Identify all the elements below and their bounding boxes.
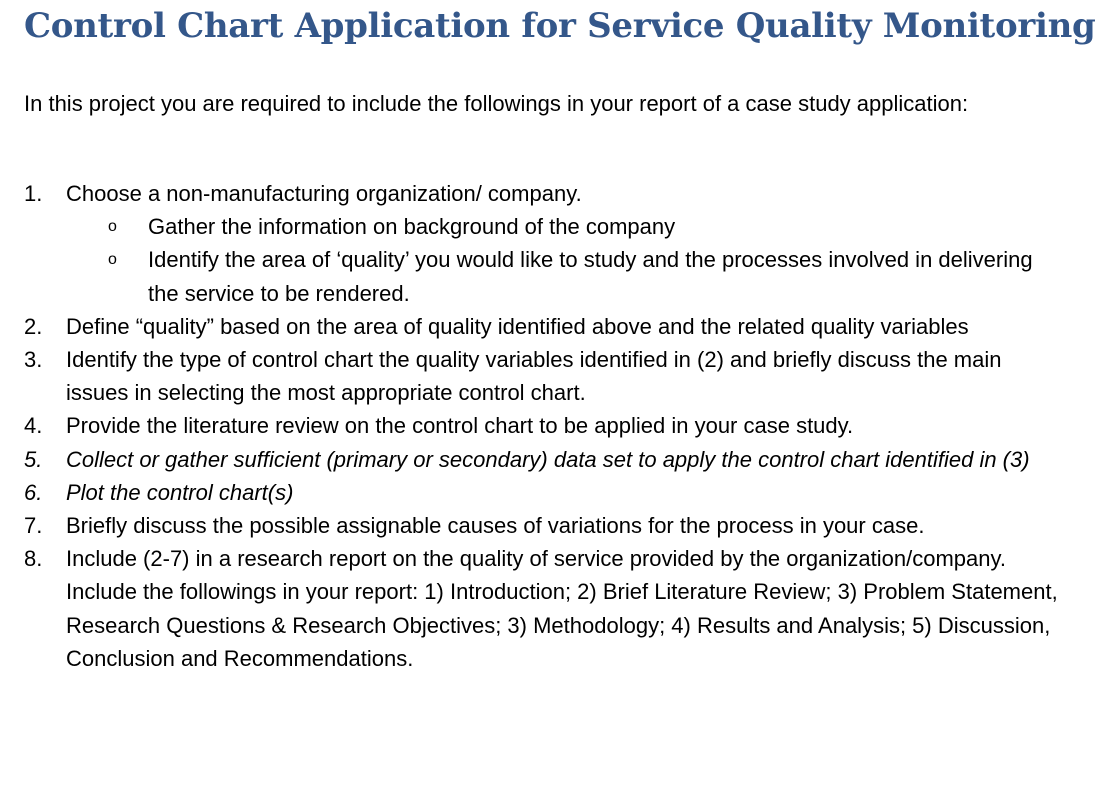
list-item-text: Choose a non-manufacturing organization/ company. bbox=[66, 181, 582, 206]
requirements-list bbox=[0, 177, 1106, 675]
sub-list-item bbox=[66, 210, 1048, 243]
list-item-text: Identify the type of control chart the quality variables identified in (2) and briefly discuss the main issues in selecting the most appropriate control chart. bbox=[66, 347, 1002, 406]
list-item-text: Provide the literature review on the control chart to be applied in your case study. bbox=[66, 413, 854, 439]
sub-list bbox=[66, 210, 1066, 310]
list-item-number: 3. bbox=[24, 347, 43, 373]
list-item-number: 7. bbox=[24, 513, 43, 539]
list-item bbox=[0, 343, 1066, 409]
list-item-number: 5. bbox=[24, 446, 43, 472]
list-item-text: Define “quality” based on the area of quality identified above and the related quality variables bbox=[66, 313, 969, 339]
list-item-number: 2. bbox=[24, 313, 43, 339]
list-item bbox=[0, 310, 1066, 343]
list-item bbox=[0, 177, 1066, 310]
sub-list-item bbox=[66, 243, 1048, 309]
list-item bbox=[0, 476, 1066, 509]
list-item bbox=[0, 409, 1066, 442]
list-item-number: 6. bbox=[24, 479, 43, 505]
list-item-text: Collect or gather sufficient (primary or secondary) data set to apply the control chart identified in (3) bbox=[66, 446, 1030, 472]
list-item bbox=[0, 509, 1066, 542]
list-item-number: 4. bbox=[24, 413, 43, 439]
list-item-text: Plot the control chart(s) bbox=[66, 479, 294, 505]
list-item-number: 8. bbox=[24, 546, 43, 572]
list-item-text: Include (2-7) in a research report on the quality of service provided by the organization/company. Include the followings in your report: 1) Introduction; 2) Brief Literature Review; 3) Problem Statement, Research Questions & Research Objectives; 3) Methodology; 4) Results and Analysis; 5) Discussion, Conclusion and Recommendations. bbox=[66, 546, 1058, 671]
intro-paragraph: In this project you are required to include the followings in your report of a case study application: bbox=[24, 91, 969, 116]
sub-list-item-text: Gather the information on background of the company bbox=[148, 214, 676, 240]
list-item bbox=[0, 542, 1066, 675]
document-title: Control Chart Application for Service Quality Monitoring bbox=[24, 6, 1096, 46]
hollow-bullet-icon: o bbox=[108, 251, 117, 269]
list-item bbox=[0, 443, 1066, 476]
sub-list-item-text: Identify the area of ‘quality’ you would like to study and the processes involved in delivering the service to be rendered. bbox=[148, 247, 1033, 306]
hollow-bullet-icon: o bbox=[108, 218, 117, 236]
list-item-number: 1. bbox=[24, 181, 43, 206]
list-item-text: Briefly discuss the possible assignable causes of variations for the process in your case. bbox=[66, 513, 925, 539]
